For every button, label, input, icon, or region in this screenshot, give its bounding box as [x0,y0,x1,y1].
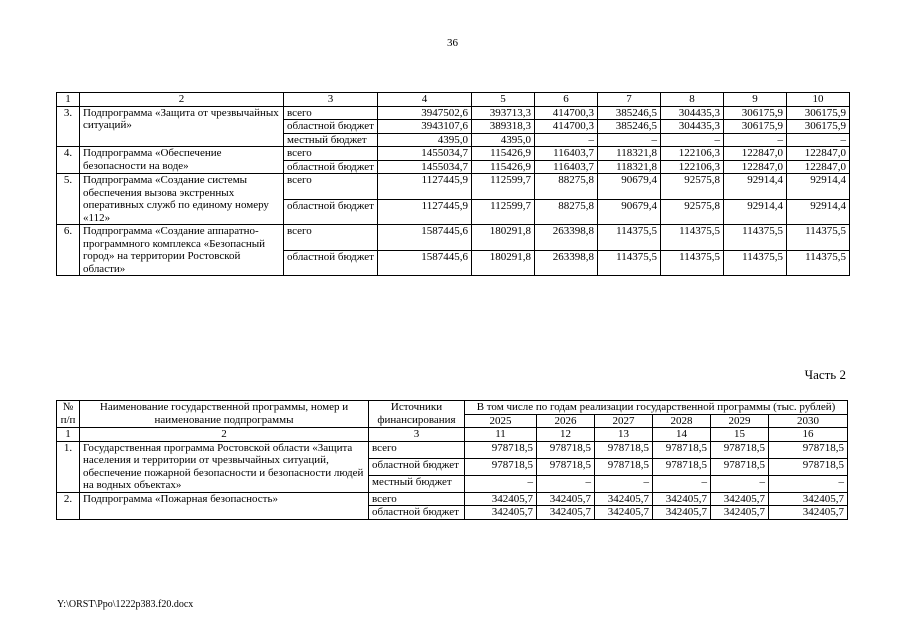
row-number: 6. [57,225,80,276]
column-number: 7 [598,93,661,107]
column-number: 8 [661,93,724,107]
amount-cell: 393713,3 [472,106,535,120]
funding-source: местный бюджет [369,475,465,492]
amount-cell: 92575,8 [661,199,724,225]
amount-cell: 978718,5 [465,441,537,458]
funding-source: областной бюджет [369,458,465,475]
program-name: Подпрограмма «Защита от чрезвычайных ситуаций» [80,106,284,147]
amount-cell: 978718,5 [711,458,769,475]
program-name: Подпрограмма «Пожарная безопасность» [80,492,369,519]
row-number: 5. [57,174,80,225]
column-number: 13 [595,428,653,442]
amount-cell: – [595,475,653,492]
amount-cell: 88275,8 [535,199,598,225]
table-row [57,174,850,200]
amount-cell: 342405,7 [711,492,769,506]
amount-cell: 342405,7 [595,492,653,506]
column-number-row [57,93,850,107]
amount-cell: 342405,7 [465,492,537,506]
amount-cell: 114375,5 [661,225,724,251]
column-number: 1 [57,428,80,442]
amount-cell: 122847,0 [724,147,787,161]
row-number: 4. [57,147,80,174]
amount-cell: – [653,475,711,492]
column-number: 2 [80,428,369,442]
amount-cell: 978718,5 [537,458,595,475]
year-header: 2025 [465,414,537,428]
amount-cell: 1127445,9 [378,174,472,200]
funding-source: областной бюджет [284,120,378,134]
amount-cell: 978718,5 [653,441,711,458]
amount-cell: 122106,3 [661,147,724,161]
amount-cell: – [787,133,850,147]
funding-source: всего [284,147,378,161]
amount-cell: 306175,9 [787,120,850,134]
amount-cell: 92914,4 [787,174,850,200]
amount-cell: 90679,4 [598,174,661,200]
amount-cell: 116403,7 [535,160,598,174]
amount-cell: 90679,4 [598,199,661,225]
amount-cell: 342405,7 [769,492,848,506]
amount-cell: 116403,7 [535,147,598,161]
amount-cell: 306175,9 [724,106,787,120]
program-name: Подпрограмма «Создание аппаратно-программного комплекса «Безопасный город» на территории Ростовской области» [80,225,284,276]
amount-cell: 4395,0 [378,133,472,147]
funding-source: областной бюджет [369,506,465,520]
header-source: Источники финансирования [369,401,465,428]
amount-cell: – [724,133,787,147]
year-header: 2026 [537,414,595,428]
funding-source: областной бюджет [284,250,378,276]
table-row [57,147,850,161]
amount-cell: 114375,5 [724,225,787,251]
amount-cell: 342405,7 [537,506,595,520]
column-number: 14 [653,428,711,442]
amount-cell: 118321,8 [598,147,661,161]
amount-cell: 304435,3 [661,106,724,120]
amount-cell: 978718,5 [769,441,848,458]
funding-source: всего [284,225,378,251]
amount-cell: 304435,3 [661,120,724,134]
amount-cell: 112599,7 [472,174,535,200]
column-number: 15 [711,428,769,442]
column-number: 9 [724,93,787,107]
amount-cell: 978718,5 [595,441,653,458]
table-row [57,492,848,506]
amount-cell: 114375,5 [598,250,661,276]
table-row [57,106,850,120]
funding-source: всего [369,441,465,458]
amount-cell: 414700,3 [535,106,598,120]
column-number: 2 [80,93,284,107]
funding-source: всего [369,492,465,506]
funding-table-part1 [56,92,850,276]
program-name: Государственная программа Ростовской области «Защита населения и территории от чрезвычайных ситуаций, обеспечение пожарной безопасности и безопасности людей на водных объектах» [80,441,369,492]
part-label: Часть 2 [804,367,846,382]
header-years-title: В том числе по годам реализации государственной программы (тыс. рублей) [465,401,848,415]
column-number: 4 [378,93,472,107]
year-header: 2028 [653,414,711,428]
amount-cell: – [598,133,661,147]
column-number: 1 [57,93,80,107]
column-number: 3 [369,428,465,442]
amount-cell: 1455034,7 [378,160,472,174]
column-number: 3 [284,93,378,107]
amount-cell: 342405,7 [537,492,595,506]
row-number: 3. [57,106,80,147]
amount-cell: 180291,8 [472,250,535,276]
column-number-row [57,428,848,442]
amount-cell: 114375,5 [598,225,661,251]
year-header: 2027 [595,414,653,428]
column-number: 10 [787,93,850,107]
table-row [57,441,848,458]
amount-cell: – [661,133,724,147]
amount-cell: 92575,8 [661,174,724,200]
amount-cell: 180291,8 [472,225,535,251]
amount-cell: 115426,9 [472,160,535,174]
amount-cell: 122847,0 [724,160,787,174]
amount-cell: 414700,3 [535,120,598,134]
page-number: 36 [447,37,458,49]
amount-cell: 114375,5 [724,250,787,276]
header-num: № п/п [57,401,80,428]
row-number: 1. [57,441,80,492]
amount-cell: – [537,475,595,492]
amount-cell: 342405,7 [595,506,653,520]
funding-source: всего [284,174,378,200]
amount-cell: 978718,5 [653,458,711,475]
amount-cell: – [711,475,769,492]
amount-cell: 978718,5 [537,441,595,458]
amount-cell: 92914,4 [724,199,787,225]
amount-cell: – [465,475,537,492]
amount-cell: 263398,8 [535,225,598,251]
amount-cell: 122847,0 [787,160,850,174]
amount-cell: 92914,4 [787,199,850,225]
amount-cell: 115426,9 [472,147,535,161]
amount-cell: 1127445,9 [378,199,472,225]
amount-cell: 114375,5 [661,250,724,276]
column-number: 11 [465,428,537,442]
table-row [57,225,850,251]
column-number: 5 [472,93,535,107]
amount-cell: 342405,7 [653,492,711,506]
funding-source: всего [284,106,378,120]
file-path: Y:\ORST\Ppo\1222p383.f20.docx [57,599,194,610]
funding-source: местный бюджет [284,133,378,147]
program-name: Подпрограмма «Обеспечение безопасности на воде» [80,147,284,174]
amount-cell: 306175,9 [787,106,850,120]
column-number: 6 [535,93,598,107]
amount-cell: 114375,5 [787,250,850,276]
amount-cell: 122847,0 [787,147,850,161]
amount-cell: 389318,3 [472,120,535,134]
year-header: 2029 [711,414,769,428]
amount-cell: 3947502,6 [378,106,472,120]
amount-cell: 978718,5 [711,441,769,458]
amount-cell: 342405,7 [653,506,711,520]
amount-cell: 92914,4 [724,174,787,200]
year-header: 2030 [769,414,848,428]
amount-cell: 385246,5 [598,106,661,120]
amount-cell: 342405,7 [769,506,848,520]
amount-cell: 118321,8 [598,160,661,174]
amount-cell: 342405,7 [465,506,537,520]
amount-cell: 1455034,7 [378,147,472,161]
amount-cell: 978718,5 [465,458,537,475]
amount-cell: 1587445,6 [378,225,472,251]
header-row [57,401,848,415]
amount-cell: 978718,5 [769,458,848,475]
amount-cell: 342405,7 [711,506,769,520]
row-number: 2. [57,492,80,519]
column-number: 16 [769,428,848,442]
amount-cell: 88275,8 [535,174,598,200]
amount-cell: 978718,5 [595,458,653,475]
amount-cell: 3943107,6 [378,120,472,134]
funding-table-part2 [56,400,848,520]
funding-source: областной бюджет [284,199,378,225]
amount-cell: 385246,5 [598,120,661,134]
amount-cell: 112599,7 [472,199,535,225]
amount-cell: 1587445,6 [378,250,472,276]
funding-source: областной бюджет [284,160,378,174]
program-name: Подпрограмма «Создание системы обеспечения вызова экстренных оперативных служб по единому номеру «112» [80,174,284,225]
amount-cell: 122106,3 [661,160,724,174]
amount-cell: 114375,5 [787,225,850,251]
amount-cell: – [535,133,598,147]
amount-cell: 263398,8 [535,250,598,276]
column-number: 12 [537,428,595,442]
amount-cell: – [769,475,848,492]
header-name: Наименование государственной программы, номер и наименование подпрограммы [80,401,369,428]
amount-cell: 306175,9 [724,120,787,134]
amount-cell: 4395,0 [472,133,535,147]
